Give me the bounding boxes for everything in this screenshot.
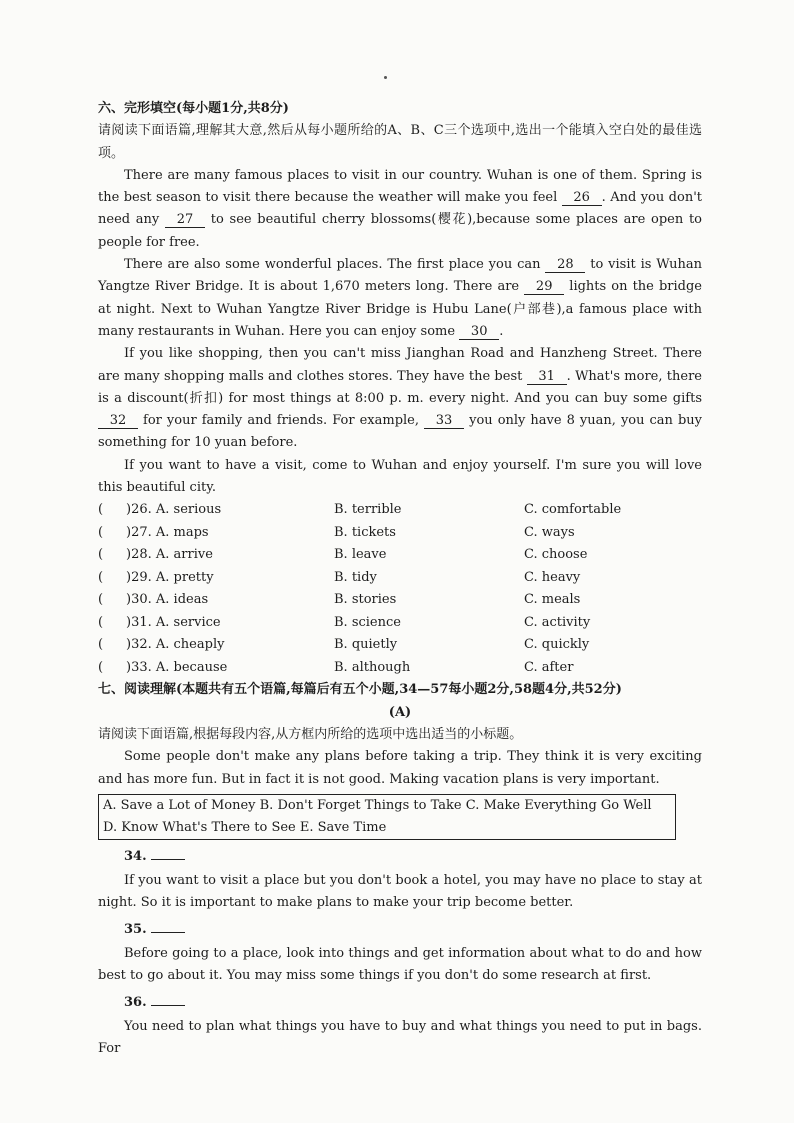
speck-mark [384,76,387,79]
answer-paren[interactable]: ( [98,569,104,585]
paragraph-34: If you want to visit a place but you don't book a hotel, you may have no place to stay at night. So it is important to make plans to make your trip become better. [98,873,702,911]
section6-heading: 六、完形填空(每小题1分,共8分) [98,101,289,116]
blank-26: 26 [562,190,602,206]
question-36: 36. [98,992,702,1014]
section7-instruction: 请阅读下面语篇,根据每段内容,从方框内所给的选项中选出适当的小标题。 [98,726,523,742]
reading-intro: Some people don't make any plans before taking a trip. They think it is very exciting and has more fun. But in fact it is not good. Making vacation plans is very important. [98,749,702,787]
option-row-32: ( )32. A. cheaply B. quietly C. quickly [98,634,702,657]
question-35: 35. [98,919,702,941]
part-a-label: (A) [388,704,412,720]
blank-31: 31 [527,369,567,385]
blank-32: 32 [98,413,138,429]
option-row-33: ( )33. A. because B. although C. after [98,657,702,680]
blank-27: 27 [165,212,205,228]
option-row-31: ( )31. A. service B. science C. activity [98,612,702,635]
option-row-29: ( )29. A. pretty B. tidy C. heavy [98,567,702,590]
answer-line-36[interactable] [151,992,185,1006]
cloze-paragraph-1: There are many famous places to visit in our country. Wuhan is one of them. Spring is the best season to visit there because the weather will make you feel 26 . And you don't need any 27 to see beautiful cherry blossoms(樱花),because some places are open to people for free. [98,167,702,250]
answer-paren[interactable]: ( [98,547,104,563]
paragraph-35: Before going to a place, look into things and get information about what to do and how best to go about it. You may miss some things if you don't do some research at first. [98,946,702,984]
options-box-line-2: D. Know What's There to See E. Save Time [103,819,387,835]
content-area [98,98,702,1061]
cloze-paragraph-4: If you want to have a visit, come to Wuhan and enjoy yourself. I'm sure you will love this beautiful city. [98,457,702,496]
option-row-27: ( )27. A. maps B. tickets C. ways [98,522,702,545]
answer-paren[interactable]: ( [98,659,104,675]
answer-paren[interactable]: ( [98,502,104,518]
paragraph-36: You need to plan what things you have to buy and what things you need to put in bags. For [98,1018,702,1057]
answer-line-34[interactable] [151,846,185,860]
answer-line-35[interactable] [151,919,185,933]
answer-paren[interactable]: ( [98,592,104,608]
options-box [98,794,676,840]
option-row-28: ( )28. A. arrive B. leave C. choose [98,544,702,567]
blank-29: 29 [524,279,564,295]
answer-paren[interactable]: ( [98,614,104,630]
options-list [98,499,702,679]
answer-paren[interactable]: ( [98,637,104,653]
cloze-paragraph-2: There are also some wonderful places. The first place you can 28 to visit is Wuhan Yangtze River Bridge. It is about 1,670 meters long. There are 29 lights on the bridge at night. Next to Wuhan Yangtze River Bridge is Hubu Lane(户部巷),a famous place with many restaurants in Wuhan. Here you can enjoy some 30 . [98,257,702,339]
answer-paren[interactable]: ( [98,524,104,540]
blank-28: 28 [545,257,585,273]
cloze-paragraph-3: If you like shopping, then you can't miss Jianghan Road and Hanzheng Street. There are many shopping malls and clothes stores. They have the best 31 . What's more, there is a discount(折扣) for most things at 8:00 p. m. every night. And you can buy some gifts 32 for your family and friends. For example, 33 you only have 8 yuan, you can buy something for 10 yuan before. [98,346,703,451]
question-34: 34. [98,846,702,868]
section7-heading: 七、阅读理解(本题共有五个语篇,每篇后有五个小题,34—57每小题2分,58题4分,共52分) [98,682,622,698]
options-box-line-1: A. Save a Lot of Money B. Don't Forget Things to Take C. Make Everything Go Well [103,797,652,813]
option-row-30: ( )30. A. ideas B. stories C. meals [98,589,702,612]
blank-33: 33 [424,413,464,429]
section6-instruction: 请阅读下面语篇,理解其大意,然后从每小题所给的A、B、C三个选项中,选出一个能填入空白处的最佳选项。 [98,123,702,161]
option-row-26: ( )26. A. serious B. terrible C. comfortable [98,499,702,522]
blank-30: 30 [459,324,499,340]
